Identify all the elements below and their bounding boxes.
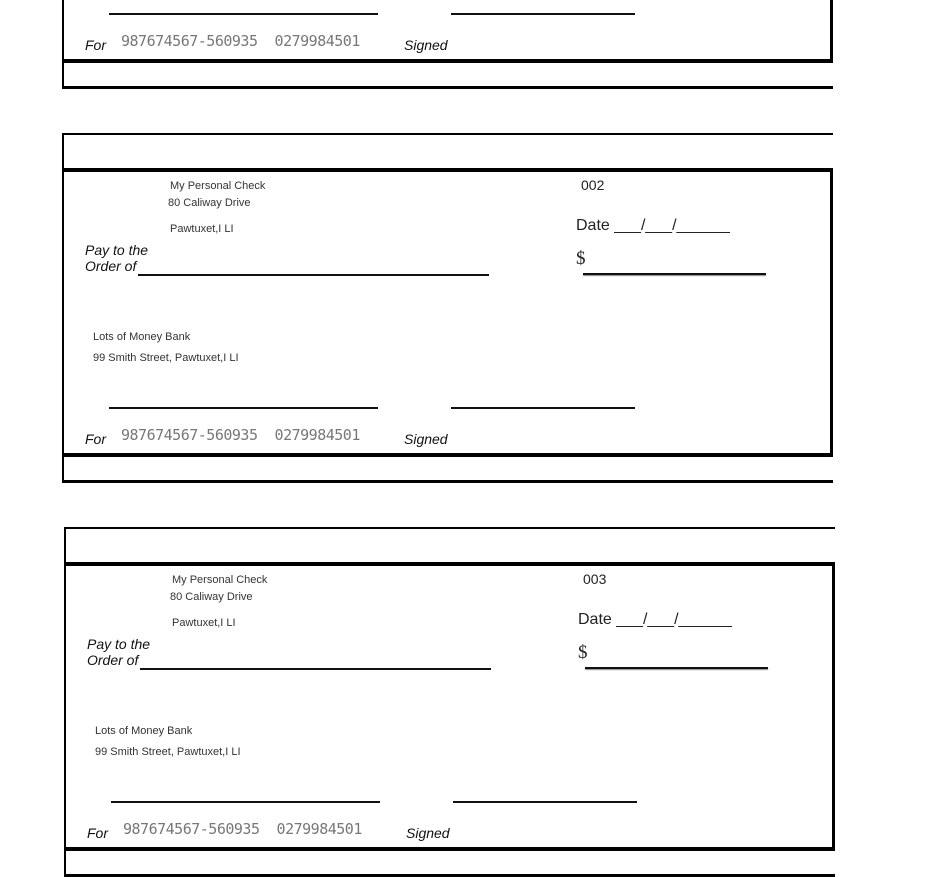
check-body <box>62 168 833 457</box>
check-body <box>64 562 835 851</box>
amount-line[interactable] <box>585 667 768 669</box>
dollar-sign: $ <box>576 248 586 269</box>
pay-to-label-2: Order of <box>85 258 137 274</box>
memo-line[interactable] <box>109 407 378 409</box>
bank-address: 99 Smith Street, Pawtuxet,I LI <box>95 746 241 758</box>
payer-name: My Personal Check <box>170 180 266 192</box>
signed-label: Signed <box>404 431 448 447</box>
payer-city: Pawtuxet,I LI <box>172 617 236 629</box>
for-label: For <box>85 431 106 447</box>
date-field[interactable]: Date ___/___/______ <box>578 611 732 628</box>
check-bottom-strip <box>64 849 835 877</box>
check-002 <box>62 133 833 483</box>
signature-line[interactable] <box>453 801 637 803</box>
bank-address: 99 Smith Street, Pawtuxet,I LI <box>93 352 239 364</box>
bank-name: Lots of Money Bank <box>95 725 193 737</box>
date-field[interactable]: Date ___/___/______ <box>576 217 730 234</box>
pay-to-label-1: Pay to the <box>87 636 151 652</box>
payee-line[interactable] <box>140 668 491 670</box>
micr-line: 987674567-560935 0279984501 <box>123 820 362 838</box>
check-number: 003 <box>583 571 607 587</box>
for-label: For <box>85 37 106 53</box>
pay-to-label-1: Pay to the <box>85 242 149 258</box>
check-001 <box>62 0 833 89</box>
check-bottom-strip <box>62 61 833 89</box>
payee-line[interactable] <box>138 274 489 276</box>
check-number: 002 <box>581 177 605 193</box>
pay-to-label-2: Order of <box>87 652 139 668</box>
micr-line: 987674567-560935 0279984501 <box>121 32 360 50</box>
signed-label: Signed <box>406 825 450 841</box>
payer-name: My Personal Check <box>172 574 268 586</box>
amount-line[interactable] <box>583 273 766 275</box>
bank-name: Lots of Money Bank <box>93 331 191 343</box>
payer-street: 80 Caliway Drive <box>170 591 253 603</box>
memo-line[interactable] <box>111 801 380 803</box>
memo-line[interactable] <box>109 13 378 15</box>
payer-street: 80 Caliway Drive <box>168 197 251 209</box>
check-top-strip <box>64 527 835 564</box>
check-top-strip <box>62 133 833 170</box>
signed-label: Signed <box>404 37 448 53</box>
for-label: For <box>87 825 108 841</box>
signature-line[interactable] <box>451 13 635 15</box>
micr-line: 987674567-560935 0279984501 <box>121 426 360 444</box>
dollar-sign: $ <box>578 642 588 663</box>
check-003 <box>64 527 835 877</box>
signature-line[interactable] <box>451 407 635 409</box>
payer-city: Pawtuxet,I LI <box>170 223 234 235</box>
check-bottom-strip <box>62 455 833 483</box>
